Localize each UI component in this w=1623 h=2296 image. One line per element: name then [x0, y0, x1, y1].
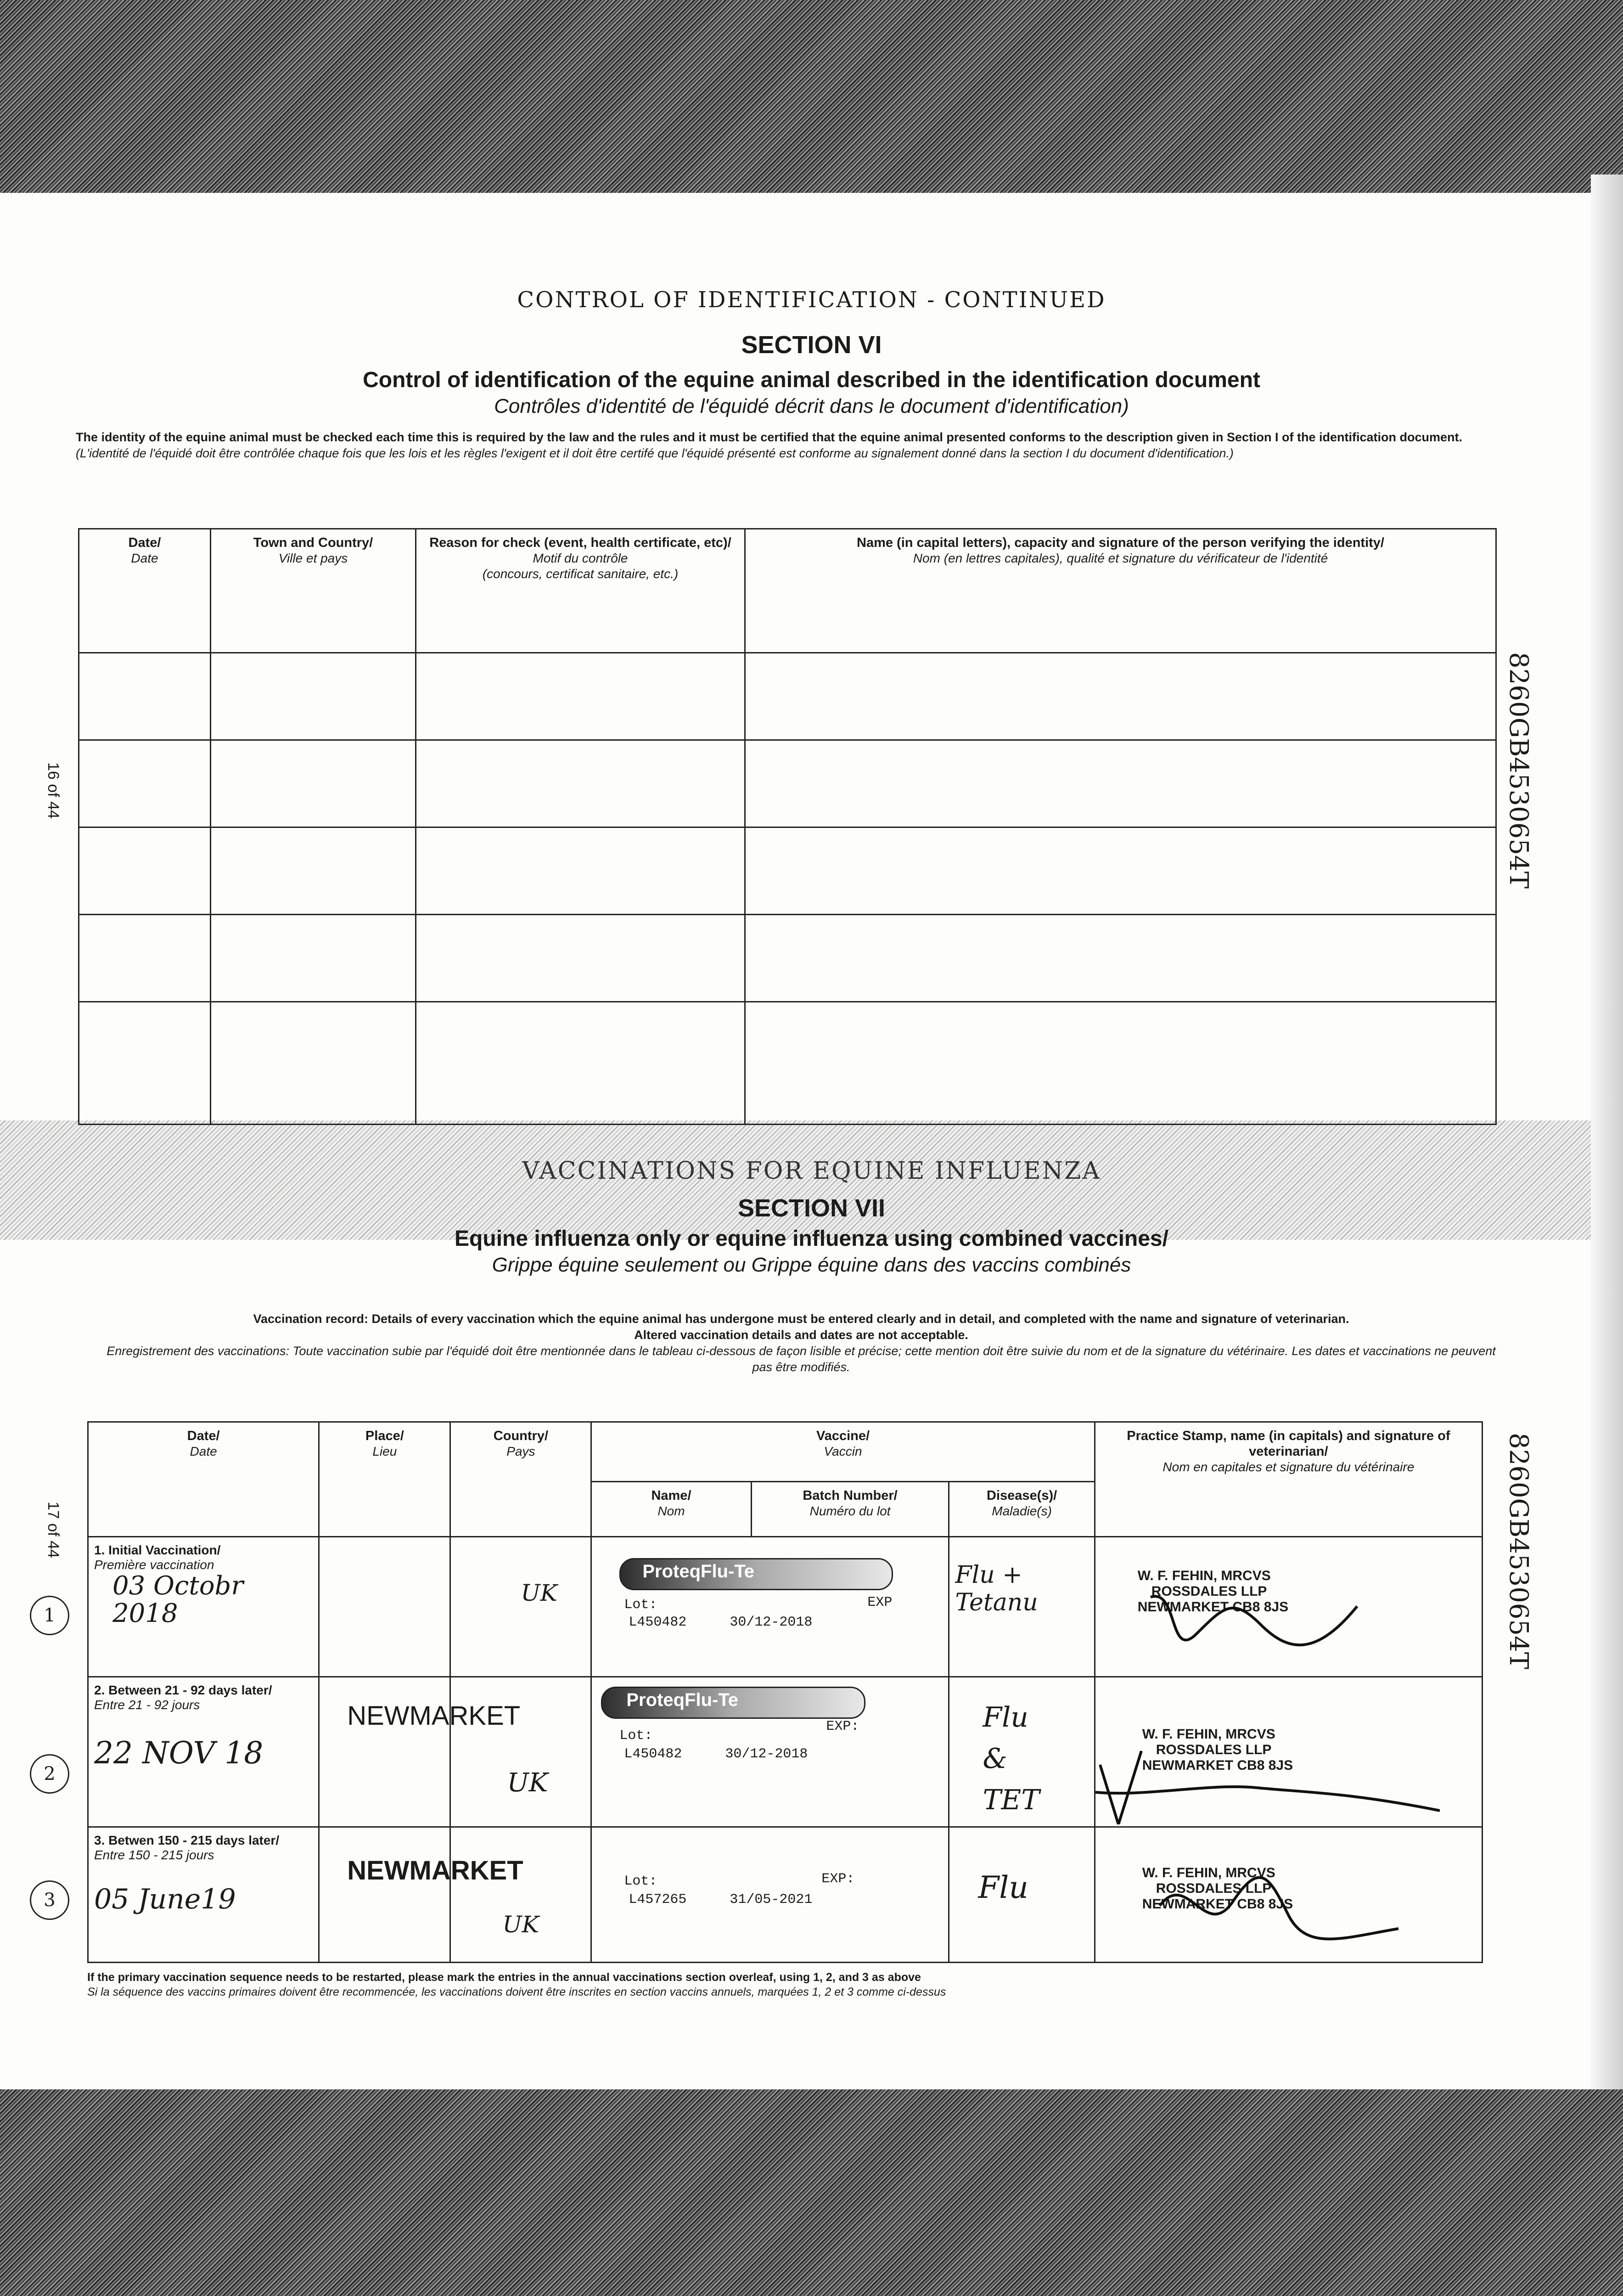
- table-row: [88, 1827, 1483, 1963]
- annotation-circle: 2: [30, 1754, 69, 1794]
- vet-name: W. F. FEHIN, MRCVS: [1142, 1727, 1275, 1742]
- vaccine-name: ProteqFlu-Te: [642, 1561, 755, 1581]
- col-date-en: Date/: [128, 535, 161, 550]
- cell-disease[interactable]: [949, 1827, 1095, 1963]
- vaccination-table: [87, 1421, 1483, 1963]
- row-label: 3. Betwen 150 - 215 days later/: [94, 1833, 280, 1847]
- col-vac-place-en: Place/: [365, 1429, 404, 1443]
- section6-intro-en: The identity of the equine animal must be checked each time this is required by the law and the rules and it must be certified that the equine animal presented conforms to the description given in Section I of the identification document.: [76, 430, 1463, 444]
- col-disease: [949, 1482, 1095, 1537]
- cell-verifier[interactable]: [745, 653, 1496, 740]
- cell-reason[interactable]: [416, 1002, 745, 1125]
- cell-town[interactable]: [211, 740, 416, 827]
- col-disease-en: Disease(s)/: [987, 1488, 1057, 1503]
- expiry-date: 30/12-2018: [730, 1615, 813, 1630]
- section6-intro-fr: (L'identité de l'équidé doit être contrôlée chaque fois que les lois et les règles l'exigent et il doit être certifé que l'équidé présenté est conforme au signalement donné dans la section I du document d'identification.): [76, 446, 1234, 460]
- col-batch-en: Batch Number/: [803, 1488, 898, 1503]
- col-vac-name-en: Name/: [651, 1488, 691, 1503]
- col-stamp-en: Practice Stamp, name (in capitals) and signature of veterinarian/: [1127, 1429, 1450, 1459]
- vet-practice: ROSSDALES LLP: [1151, 1584, 1267, 1599]
- cell-town[interactable]: [211, 653, 416, 740]
- vac-place: NEWMARKET: [347, 1701, 521, 1731]
- vac-place: NEWMARKET: [347, 1856, 523, 1885]
- cell-verifier[interactable]: [745, 1002, 1496, 1125]
- col-date: [79, 529, 211, 653]
- vac-disease: Flu + Tetanu: [955, 1561, 1038, 1616]
- cell-stamp[interactable]: [1095, 1537, 1482, 1677]
- col-vac-date: [88, 1422, 319, 1537]
- row-label-fr: Entre 150 - 215 jours: [94, 1848, 214, 1862]
- cell-reason[interactable]: [416, 653, 745, 740]
- cell-stamp[interactable]: [1095, 1827, 1482, 1963]
- batch-number: L457265: [629, 1892, 687, 1908]
- side-id-bottom: 8260GB4530654T: [1504, 1433, 1533, 1670]
- col-stamp-fr: Nom en capitales et signature du vétérinaire: [1162, 1460, 1415, 1474]
- table-row: [79, 740, 1496, 827]
- identity-check-table: [78, 528, 1497, 1125]
- col-vac-country-fr: Pays: [506, 1444, 535, 1458]
- section7-footer: [87, 1970, 1465, 1999]
- col-vac-date-en: Date/: [187, 1429, 220, 1443]
- cell-date[interactable]: [79, 740, 211, 827]
- section7-banner: VACCINATIONS FOR EQUINE INFLUENZA: [522, 1157, 1101, 1185]
- cell-town[interactable]: [211, 915, 416, 1002]
- col-vac-country: [450, 1422, 591, 1537]
- lot-label: Lot:: [619, 1728, 653, 1744]
- col-vaccine: [591, 1422, 1095, 1482]
- cell-verifier[interactable]: [745, 915, 1496, 1002]
- table-row: [79, 827, 1496, 915]
- col-vaccine-fr: Vaccin: [824, 1444, 862, 1458]
- annotation-circle: 1: [30, 1596, 69, 1635]
- vet-name: W. F. FEHIN, MRCVS: [1142, 1865, 1275, 1880]
- section7-subtitle-fr: Grippe équine seulement ou Grippe équine dans des vaccins combinés: [492, 1254, 1131, 1276]
- section7-title: SECTION VII: [737, 1194, 886, 1222]
- exp-label: EXP:: [821, 1871, 855, 1887]
- annotation-circle: 3: [30, 1880, 69, 1920]
- page-number-top: 16 of 44: [45, 762, 62, 819]
- section6-intro: [76, 429, 1467, 461]
- cell-vac-date[interactable]: [88, 1537, 319, 1677]
- cell-disease[interactable]: [949, 1537, 1095, 1677]
- vac-country: UK: [521, 1580, 557, 1606]
- lot-label: Lot:: [624, 1597, 657, 1613]
- side-id-top: 8260GB4530654T: [1504, 652, 1533, 889]
- col-vac-place-fr: Lieu: [372, 1444, 397, 1458]
- vac-date: 03 Octobr 2018: [112, 1571, 244, 1628]
- row-label: 1. Initial Vaccination/: [94, 1543, 221, 1557]
- section7-subtitle-en: Equine influenza only or equine influenza using combined vaccines/: [455, 1227, 1168, 1251]
- cell-vac-country[interactable]: [450, 1537, 591, 1677]
- vet-address: NEWMARKET CB8 8JS: [1137, 1599, 1289, 1615]
- footer-fr: Si la séquence des vaccins primaires doivent être recommencée, les vaccinations doivent être inscrites en section vaccins annuels, marquées 1, 2 et 3 comme ci-dessus: [87, 1986, 946, 1998]
- vet-signature: [1141, 1570, 1380, 1675]
- row-label-fr: Entre 21 - 92 jours: [94, 1698, 200, 1712]
- table-row: [79, 915, 1496, 1002]
- vac-date: 05 June19: [94, 1883, 236, 1915]
- exp-label: EXP: [867, 1595, 893, 1610]
- col-vac-place: [319, 1422, 450, 1537]
- cell-verifier[interactable]: [745, 740, 1496, 827]
- scan-shadow-bottom: [0, 2089, 1623, 2296]
- vac-disease: Flu: [978, 1870, 1028, 1905]
- vac-disease: Flu & TET: [983, 1701, 1040, 1816]
- col-reason-fr: Motif du contrôle: [533, 551, 628, 565]
- table-row: [88, 1677, 1483, 1827]
- scan-shadow-top: [0, 0, 1623, 193]
- col-vac-name: [591, 1482, 751, 1537]
- section7-intro: [101, 1311, 1501, 1375]
- table-row: [88, 1537, 1483, 1677]
- vac-country: UK: [507, 1768, 548, 1798]
- vet-signature: [1151, 1860, 1408, 1952]
- cell-reason[interactable]: [416, 827, 745, 915]
- col-reason-fr2: (concours, certificat sanitaire, etc.): [482, 567, 679, 581]
- col-batch: [751, 1482, 949, 1537]
- cell-date[interactable]: [79, 915, 211, 1002]
- vet-name: W. F. FEHIN, MRCVS: [1137, 1568, 1271, 1583]
- col-verifier-en: Name (in capital letters), capacity and signature of the person verifying the identity/: [857, 535, 1384, 550]
- cell-vac-place[interactable]: [319, 1677, 521, 1827]
- cell-vac-date[interactable]: [88, 1827, 319, 1963]
- col-date-fr: Date: [131, 551, 158, 565]
- page-edge: [1591, 174, 1623, 2089]
- col-verifier: [745, 529, 1496, 653]
- section6-subtitle-en: Control of identification of the equine animal described in the identification document: [363, 368, 1260, 392]
- cell-reason[interactable]: [416, 915, 745, 1002]
- col-reason: [416, 529, 745, 653]
- cell-date[interactable]: [79, 653, 211, 740]
- cell-town[interactable]: [211, 1002, 416, 1125]
- cell-stamp[interactable]: [1095, 1677, 1482, 1827]
- exp-label: EXP:: [826, 1719, 859, 1734]
- vet-address: NEWMARKET CB8 8JS: [1142, 1896, 1293, 1912]
- row-label-fr: Première vaccination: [94, 1558, 214, 1572]
- cell-disease[interactable]: [949, 1677, 1095, 1827]
- vac-date: 22 NOV 18: [94, 1735, 264, 1771]
- section6-subtitle-fr: Contrôles d'identité de l'équidé décrit dans le document d'identification): [494, 395, 1129, 417]
- col-disease-fr: Maladie(s): [992, 1504, 1052, 1518]
- vet-practice: ROSSDALES LLP: [1156, 1881, 1272, 1896]
- cell-date[interactable]: [79, 827, 211, 915]
- cell-vac-country[interactable]: [450, 1827, 591, 1963]
- cell-reason[interactable]: [416, 740, 745, 827]
- col-reason-en: Reason for check (event, health certificate, etc)/: [429, 535, 731, 550]
- vet-address: NEWMARKET CB8 8JS: [1142, 1758, 1293, 1773]
- col-town: [211, 529, 416, 653]
- cell-verifier[interactable]: [745, 827, 1496, 915]
- expiry-date: 30/12-2018: [725, 1746, 808, 1762]
- col-town-fr: Ville et pays: [278, 551, 348, 565]
- vet-practice: ROSSDALES LLP: [1156, 1742, 1272, 1757]
- vaccine-name: ProteqFlu-Te: [626, 1690, 739, 1710]
- page-number-bottom: 17 of 44: [45, 1502, 62, 1558]
- col-vaccine-en: Vaccine/: [816, 1429, 870, 1443]
- cell-date[interactable]: [79, 1002, 211, 1125]
- table-row: [79, 1002, 1496, 1125]
- section7-intro-en: Vaccination record: Details of every vaccination which the equine animal has undergone must be entered clearly and in detail, and completed with the name and signature of veterinarian.: [253, 1312, 1349, 1326]
- cell-vac-country[interactable]: [450, 1677, 591, 1827]
- cell-vac-label[interactable]: [591, 1827, 949, 1963]
- col-verifier-fr: Nom (en lettres capitales), qualité et signature du vérificateur de l'identité: [913, 551, 1328, 565]
- page-header: CONTROL OF IDENTIFICATION - CONTINUED: [517, 287, 1106, 313]
- row-label: 2. Between 21 - 92 days later/: [94, 1683, 272, 1697]
- section6-title: SECTION VI: [741, 331, 882, 359]
- cell-vac-place[interactable]: [319, 1537, 450, 1677]
- col-town-en: Town and Country/: [253, 535, 373, 550]
- cell-vac-label[interactable]: [591, 1677, 949, 1827]
- section7-intro-en2: Altered vaccination details and dates are not acceptable.: [634, 1328, 968, 1342]
- col-vac-country-en: Country/: [493, 1429, 549, 1443]
- col-batch-fr: Numéro du lot: [809, 1504, 891, 1518]
- cell-vac-date[interactable]: [88, 1677, 319, 1827]
- lot-label: Lot:: [624, 1874, 657, 1889]
- expiry-date: 31/05-2021: [730, 1892, 813, 1908]
- vet-signature: [1091, 1723, 1458, 1824]
- vac-country: UK: [502, 1911, 539, 1938]
- table-row: [79, 653, 1496, 740]
- col-stamp: [1095, 1422, 1482, 1537]
- batch-number: L450482: [624, 1746, 682, 1762]
- col-vac-date-fr: Date: [190, 1444, 217, 1458]
- cell-vac-label[interactable]: [591, 1537, 949, 1677]
- footer-en: If the primary vaccination sequence needs to be restarted, please mark the entries in the annual vaccinations section overleaf, using 1, 2, and 3 as above: [87, 1971, 921, 1984]
- cell-town[interactable]: [211, 827, 416, 915]
- section7-intro-fr: Enregistrement des vaccinations: Toute vaccination subie par l'équidé doit être mentionnée dans le tableau ci-dessous de façon lisible et précise; cette mention doit être suivie du nom et de la signature du vétérinaire. Les dates et vaccinations ne peuvent pas être modifiés.: [107, 1344, 1496, 1374]
- batch-number: L450482: [629, 1615, 687, 1630]
- col-vac-name-fr: Nom: [657, 1504, 685, 1518]
